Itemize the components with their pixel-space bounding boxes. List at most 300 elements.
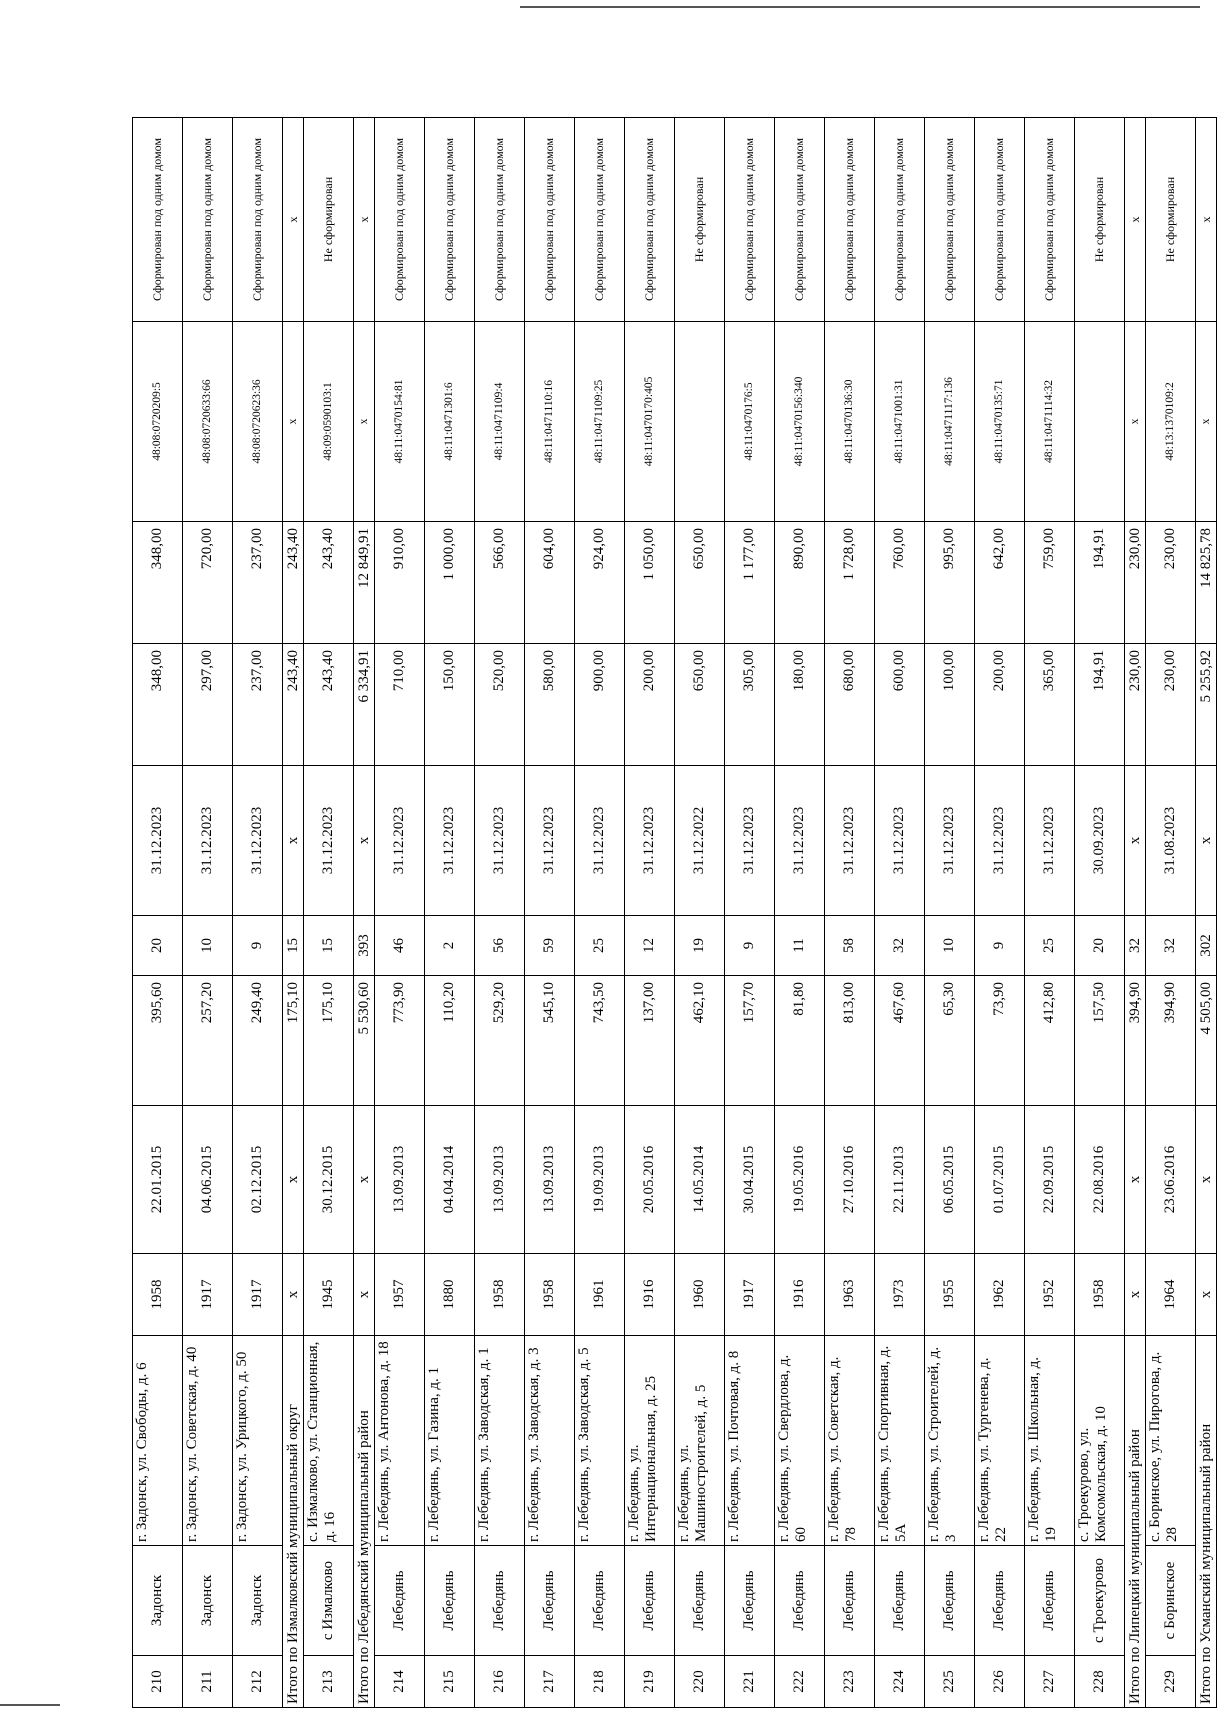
area-resettled-cell: 200,00 [975, 644, 1025, 766]
row-number-cell: 228 [1075, 1656, 1125, 1708]
recognition-date-cell: х [1125, 1106, 1146, 1254]
resettlement-deadline-cell: 31.12.2023 [575, 766, 625, 916]
area-total-cell: 1 000,00 [425, 522, 475, 644]
land-status-cell: Сформирован под одним домом [875, 118, 925, 322]
row-number-cell: 225 [925, 1656, 975, 1708]
area-resettled-cell: 710,00 [375, 644, 425, 766]
settlement-cell: Лебедянь [475, 1546, 525, 1656]
year-built-cell: 1945 [304, 1254, 354, 1336]
recognition-date-cell: 30.12.2015 [304, 1106, 354, 1254]
table-row [825, 118, 875, 1708]
residents-cell: 25 [1025, 916, 1075, 976]
area-resettled-cell: 6 334,91 [354, 644, 375, 766]
year-built-cell: 1958 [133, 1254, 183, 1336]
settlement-cell: с Троекурово [1075, 1546, 1125, 1656]
recognition-date-cell: 19.09.2013 [575, 1106, 625, 1254]
recognition-date-cell: 14.05.2014 [675, 1106, 725, 1254]
area-cell: 175,10 [304, 976, 354, 1106]
settlement-cell: Задонск [183, 1546, 233, 1656]
residents-cell: 10 [183, 916, 233, 976]
area-cell: 4 505,00 [1196, 976, 1217, 1106]
settlement-cell: Лебедянь [925, 1546, 975, 1656]
year-built-cell: 1952 [1025, 1254, 1075, 1336]
year-built-cell: 1961 [575, 1254, 625, 1336]
area-total-cell: 1 177,00 [725, 522, 775, 644]
recognition-date-cell: х [354, 1106, 375, 1254]
land-status-cell: Не сформирован [1075, 118, 1125, 322]
area-total-cell: 1 728,00 [825, 522, 875, 644]
residents-cell: 9 [975, 916, 1025, 976]
land-status-cell: х [1196, 118, 1217, 322]
year-built-cell: 1958 [1075, 1254, 1125, 1336]
recognition-date-cell: 06.05.2015 [925, 1106, 975, 1254]
row-number-cell: 213 [304, 1656, 354, 1708]
recognition-date-cell: 13.09.2013 [525, 1106, 575, 1254]
residents-cell: 12 [625, 916, 675, 976]
subtotal-row [1125, 118, 1146, 1708]
area-cell: 462,10 [675, 976, 725, 1106]
residents-cell: 2 [425, 916, 475, 976]
table-body [133, 118, 1217, 1708]
resettlement-deadline-cell: 31.12.2023 [775, 766, 825, 916]
year-built-cell: 1917 [725, 1254, 775, 1336]
year-built-cell: х [1196, 1254, 1217, 1336]
area-total-cell: 194,91 [1075, 522, 1125, 644]
cadastral-number-cell [675, 322, 725, 522]
area-resettled-cell: 520,00 [475, 644, 525, 766]
land-status-cell: Сформирован под одним домом [1025, 118, 1075, 322]
year-built-cell: 1917 [183, 1254, 233, 1336]
address-cell: г. Лебедянь, ул. Школьная, д. 19 [1025, 1336, 1075, 1546]
area-resettled-cell: 194,91 [1075, 644, 1125, 766]
area-resettled-cell: 680,00 [825, 644, 875, 766]
settlement-cell: Лебедянь [525, 1546, 575, 1656]
area-resettled-cell: 305,00 [725, 644, 775, 766]
year-built-cell: 1960 [675, 1254, 725, 1336]
cadastral-number-cell: 48:11:0471109:25 [575, 322, 625, 522]
area-cell: 249,40 [233, 976, 283, 1106]
area-resettled-cell: 365,00 [1025, 644, 1075, 766]
cadastral-number-cell: 48:11:0470176:5 [725, 322, 775, 522]
land-status-cell: Сформирован под одним домом [825, 118, 875, 322]
area-cell: 394,90 [1125, 976, 1146, 1106]
cadastral-number-cell [1075, 322, 1125, 522]
resettlement-deadline-cell: х [1196, 766, 1217, 916]
recognition-date-cell: 27.10.2016 [825, 1106, 875, 1254]
residents-cell: 59 [525, 916, 575, 976]
cadastral-number-cell: 48:11:0471110:16 [525, 322, 575, 522]
area-resettled-cell: 243,40 [283, 644, 304, 766]
area-resettled-cell: 237,00 [233, 644, 283, 766]
area-cell: 137,00 [625, 976, 675, 1106]
table-row [425, 118, 475, 1708]
area-resettled-cell: 900,00 [575, 644, 625, 766]
subtotal-label: Итого по Измалковский муниципальный округ [283, 1336, 304, 1708]
recognition-date-cell: 04.04.2014 [425, 1106, 475, 1254]
table-row [575, 118, 625, 1708]
row-number-cell: 212 [233, 1656, 283, 1708]
address-cell: с. Измалково, ул. Станционная, д. 16 [304, 1336, 354, 1546]
cadastral-number-cell: 48:11:0470170:405 [625, 322, 675, 522]
table-row [775, 118, 825, 1708]
land-status-cell: х [1125, 118, 1146, 322]
cadastral-number-cell: 48:11:0471117:136 [925, 322, 975, 522]
housing-register-table [132, 117, 1217, 1708]
row-number-cell: 214 [375, 1656, 425, 1708]
recognition-date-cell: 22.09.2015 [1025, 1106, 1075, 1254]
land-status-cell: Сформирован под одним домом [425, 118, 475, 322]
resettlement-deadline-cell: 31.12.2023 [375, 766, 425, 916]
row-number-cell: 229 [1146, 1656, 1196, 1708]
resettlement-deadline-cell: 31.12.2023 [625, 766, 675, 916]
row-number-cell: 218 [575, 1656, 625, 1708]
cadastral-number-cell: х [1125, 322, 1146, 522]
table-row [675, 118, 725, 1708]
row-number-cell: 224 [875, 1656, 925, 1708]
address-cell: г. Лебедянь, ул. Машиностроителей, д. 5 [675, 1336, 725, 1546]
recognition-date-cell: 01.07.2015 [975, 1106, 1025, 1254]
area-cell: 412,80 [1025, 976, 1075, 1106]
recognition-date-cell: 13.09.2013 [475, 1106, 525, 1254]
area-cell: 813,00 [825, 976, 875, 1106]
land-status-cell: х [283, 118, 304, 322]
area-cell: 157,50 [1075, 976, 1125, 1106]
area-resettled-cell: 230,00 [1146, 644, 1196, 766]
row-number-cell: 210 [133, 1656, 183, 1708]
table-row [375, 118, 425, 1708]
area-total-cell: 14 825,78 [1196, 522, 1217, 644]
settlement-cell: Лебедянь [725, 1546, 775, 1656]
address-cell: г. Лебедянь, ул. Антонова, д. 18 [375, 1336, 425, 1546]
cadastral-number-cell: 48:08:0720209:5 [133, 322, 183, 522]
area-cell: 773,90 [375, 976, 425, 1106]
area-cell: 545,10 [525, 976, 575, 1106]
area-total-cell: 650,00 [675, 522, 725, 644]
land-status-cell: Сформирован под одним домом [975, 118, 1025, 322]
area-total-cell: 760,00 [875, 522, 925, 644]
address-cell: г. Лебедянь, ул. Заводская, д. 1 [475, 1336, 525, 1546]
table-row [304, 118, 354, 1708]
year-built-cell: 1964 [1146, 1254, 1196, 1336]
address-cell: г. Лебедянь, ул. Спортивная, д. 5А [875, 1336, 925, 1546]
area-total-cell: 1 050,00 [625, 522, 675, 644]
settlement-cell: Задонск [133, 1546, 183, 1656]
land-status-cell: Не сформирован [1146, 118, 1196, 322]
area-resettled-cell: 348,00 [133, 644, 183, 766]
residents-cell: 32 [1146, 916, 1196, 976]
recognition-date-cell: 23.06.2016 [1146, 1106, 1196, 1254]
address-cell: г. Лебедянь, ул. Почтовая, д. 8 [725, 1336, 775, 1546]
area-total-cell: 230,00 [1146, 522, 1196, 644]
row-number-cell: 219 [625, 1656, 675, 1708]
residents-cell: 15 [304, 916, 354, 976]
area-cell: 110,20 [425, 976, 475, 1106]
year-built-cell: 1958 [525, 1254, 575, 1336]
land-status-cell: Сформирован под одним домом [233, 118, 283, 322]
residents-cell: 58 [825, 916, 875, 976]
table-row [475, 118, 525, 1708]
area-total-cell: 995,00 [925, 522, 975, 644]
row-number-cell: 220 [675, 1656, 725, 1708]
area-total-cell: 230,00 [1125, 522, 1146, 644]
cadastral-number-cell: 48:11:0471114:32 [1025, 322, 1075, 522]
table-row [1146, 118, 1196, 1708]
resettlement-deadline-cell: 31.12.2023 [825, 766, 875, 916]
area-resettled-cell: 150,00 [425, 644, 475, 766]
residents-cell: 56 [475, 916, 525, 976]
residents-cell: 11 [775, 916, 825, 976]
resettlement-deadline-cell: 31.12.2023 [304, 766, 354, 916]
area-cell: 743,50 [575, 976, 625, 1106]
address-cell: г. Лебедянь, ул. Заводская, д. 5 [575, 1336, 625, 1546]
area-total-cell: 566,00 [475, 522, 525, 644]
subtotal-row [283, 118, 304, 1708]
row-number-cell: 216 [475, 1656, 525, 1708]
table-row [925, 118, 975, 1708]
settlement-cell: Лебедянь [375, 1546, 425, 1656]
recognition-date-cell: 30.04.2015 [725, 1106, 775, 1254]
year-built-cell: 1957 [375, 1254, 425, 1336]
address-cell: с. Троекурово, ул. Комсомольская, д. 10 [1075, 1336, 1125, 1546]
recognition-date-cell: 04.06.2015 [183, 1106, 233, 1254]
cadastral-number-cell: 48:08:0720633:66 [183, 322, 233, 522]
land-status-cell: Не сформирован [304, 118, 354, 322]
resettlement-deadline-cell: 31.12.2023 [133, 766, 183, 916]
land-status-cell: Сформирован под одним домом [925, 118, 975, 322]
settlement-cell: Лебедянь [825, 1546, 875, 1656]
land-status-cell: Сформирован под одним домом [183, 118, 233, 322]
residents-cell: 393 [354, 916, 375, 976]
cadastral-number-cell: 48:11:0470135:71 [975, 322, 1025, 522]
resettlement-deadline-cell: 31.12.2022 [675, 766, 725, 916]
area-resettled-cell: 5 255,92 [1196, 644, 1217, 766]
table-row [1025, 118, 1075, 1708]
settlement-cell: с Измалково [304, 1546, 354, 1656]
area-total-cell: 243,40 [304, 522, 354, 644]
area-cell: 529,20 [475, 976, 525, 1106]
year-built-cell: 1916 [625, 1254, 675, 1336]
area-cell: 257,20 [183, 976, 233, 1106]
year-built-cell: 1955 [925, 1254, 975, 1336]
area-cell: 81,80 [775, 976, 825, 1106]
address-cell: г. Лебедянь, ул. Тургенева, д. 22 [975, 1336, 1025, 1546]
area-resettled-cell: 243,40 [304, 644, 354, 766]
row-number-cell: 222 [775, 1656, 825, 1708]
cadastral-number-cell: х [283, 322, 304, 522]
address-cell: с. Боринское, ул. Пирогова, д. 28 [1146, 1336, 1196, 1546]
resettlement-deadline-cell: 31.12.2023 [725, 766, 775, 916]
residents-cell: 19 [675, 916, 725, 976]
cadastral-number-cell: х [354, 322, 375, 522]
recognition-date-cell: 22.01.2015 [133, 1106, 183, 1254]
area-total-cell: 890,00 [775, 522, 825, 644]
residents-cell: 9 [725, 916, 775, 976]
area-cell: 5 530,60 [354, 976, 375, 1106]
area-total-cell: 759,00 [1025, 522, 1075, 644]
table-row [233, 118, 283, 1708]
table-row [625, 118, 675, 1708]
area-total-cell: 642,00 [975, 522, 1025, 644]
residents-cell: 20 [133, 916, 183, 976]
recognition-date-cell: х [1196, 1106, 1217, 1254]
recognition-date-cell: 13.09.2013 [375, 1106, 425, 1254]
area-cell: 395,60 [133, 976, 183, 1106]
recognition-date-cell: 20.05.2016 [625, 1106, 675, 1254]
scan-edge-top [520, 6, 1200, 8]
cadastral-number-cell: 48:11:0470154:81 [375, 322, 425, 522]
recognition-date-cell: х [283, 1106, 304, 1254]
resettlement-deadline-cell: х [283, 766, 304, 916]
rotated-table-sheet [132, 118, 1214, 1708]
year-built-cell: 1962 [975, 1254, 1025, 1336]
address-cell: г. Лебедянь, ул. Советская, д. 78 [825, 1336, 875, 1546]
cadastral-number-cell: 48:13:1370109:2 [1146, 322, 1196, 522]
area-total-cell: 243,40 [283, 522, 304, 644]
address-cell: г. Задонск, ул. Советская, д. 40 [183, 1336, 233, 1546]
year-built-cell: 1916 [775, 1254, 825, 1336]
area-resettled-cell: 297,00 [183, 644, 233, 766]
cadastral-number-cell: 48:11:0470136:30 [825, 322, 875, 522]
resettlement-deadline-cell: 31.12.2023 [925, 766, 975, 916]
resettlement-deadline-cell: 31.12.2023 [233, 766, 283, 916]
resettlement-deadline-cell: 31.12.2023 [183, 766, 233, 916]
area-total-cell: 720,00 [183, 522, 233, 644]
cadastral-number-cell: 48:11:0471001:31 [875, 322, 925, 522]
cadastral-number-cell: 48:08:0720623:36 [233, 322, 283, 522]
table-row [133, 118, 183, 1708]
resettlement-deadline-cell: 30.09.2023 [1075, 766, 1125, 916]
land-status-cell: Не сформирован [675, 118, 725, 322]
residents-cell: 25 [575, 916, 625, 976]
area-total-cell: 12 849,91 [354, 522, 375, 644]
settlement-cell: Лебедянь [775, 1546, 825, 1656]
cadastral-number-cell: х [1196, 322, 1217, 522]
subtotal-label: Итого по Лебедянский муниципальный район [354, 1336, 375, 1708]
area-cell: 65,30 [925, 976, 975, 1106]
subtotal-row [354, 118, 375, 1708]
residents-cell: 32 [1125, 916, 1146, 976]
table-row [525, 118, 575, 1708]
table-row [875, 118, 925, 1708]
row-number-cell: 226 [975, 1656, 1025, 1708]
resettlement-deadline-cell: 31.12.2023 [475, 766, 525, 916]
settlement-cell: Лебедянь [675, 1546, 725, 1656]
resettlement-deadline-cell: 31.12.2023 [425, 766, 475, 916]
settlement-cell: Лебедянь [875, 1546, 925, 1656]
row-number-cell: 227 [1025, 1656, 1075, 1708]
resettlement-deadline-cell: х [1125, 766, 1146, 916]
area-total-cell: 348,00 [133, 522, 183, 644]
settlement-cell: Лебедянь [975, 1546, 1025, 1656]
residents-cell: 46 [375, 916, 425, 976]
year-built-cell: 1880 [425, 1254, 475, 1336]
table-row [183, 118, 233, 1708]
residents-cell: 9 [233, 916, 283, 976]
year-built-cell: х [1125, 1254, 1146, 1336]
recognition-date-cell: 19.05.2016 [775, 1106, 825, 1254]
recognition-date-cell: 22.08.2016 [1075, 1106, 1125, 1254]
area-resettled-cell: 100,00 [925, 644, 975, 766]
settlement-cell: Лебедянь [425, 1546, 475, 1656]
scan-edge-bottom [0, 1704, 60, 1706]
area-cell: 157,70 [725, 976, 775, 1106]
resettlement-deadline-cell: 31.12.2023 [525, 766, 575, 916]
subtotal-row [1196, 118, 1217, 1708]
area-total-cell: 237,00 [233, 522, 283, 644]
settlement-cell: с Боринское [1146, 1546, 1196, 1656]
table-row [1075, 118, 1125, 1708]
land-status-cell: Сформирован под одним домом [725, 118, 775, 322]
cadastral-number-cell: 48:11:0471109:4 [475, 322, 525, 522]
row-number-cell: 217 [525, 1656, 575, 1708]
residents-cell: 302 [1196, 916, 1217, 976]
year-built-cell: 1958 [475, 1254, 525, 1336]
subtotal-label: Итого по Липецкий муниципальный район [1125, 1336, 1146, 1708]
cadastral-number-cell: 48:11:0471301:6 [425, 322, 475, 522]
recognition-date-cell: 22.11.2013 [875, 1106, 925, 1254]
address-cell: г. Лебедянь, ул. Строителей, д. 3 [925, 1336, 975, 1546]
area-cell: 394,90 [1146, 976, 1196, 1106]
table-row [975, 118, 1025, 1708]
area-resettled-cell: 180,00 [775, 644, 825, 766]
subtotal-label: Итого по Усманский муниципальный район [1196, 1336, 1217, 1708]
address-cell: г. Лебедянь, ул. Газина, д. 1 [425, 1336, 475, 1546]
row-number-cell: 223 [825, 1656, 875, 1708]
address-cell: г. Лебедянь, ул. Интернациональная, д. 25 [625, 1336, 675, 1546]
area-cell: 175,10 [283, 976, 304, 1106]
area-resettled-cell: 230,00 [1125, 644, 1146, 766]
cadastral-number-cell: 48:11:0470156:340 [775, 322, 825, 522]
land-status-cell: Сформирован под одним домом [625, 118, 675, 322]
area-cell: 467,60 [875, 976, 925, 1106]
land-status-cell: Сформирован под одним домом [475, 118, 525, 322]
recognition-date-cell: 02.12.2015 [233, 1106, 283, 1254]
land-status-cell: Сформирован под одним домом [375, 118, 425, 322]
table-row [725, 118, 775, 1708]
settlement-cell: Задонск [233, 1546, 283, 1656]
residents-cell: 15 [283, 916, 304, 976]
area-resettled-cell: 600,00 [875, 644, 925, 766]
year-built-cell: х [283, 1254, 304, 1336]
area-total-cell: 604,00 [525, 522, 575, 644]
residents-cell: 20 [1075, 916, 1125, 976]
resettlement-deadline-cell: 31.08.2023 [1146, 766, 1196, 916]
area-resettled-cell: 650,00 [675, 644, 725, 766]
land-status-cell: Сформирован под одним домом [133, 118, 183, 322]
land-status-cell: Сформирован под одним домом [525, 118, 575, 322]
area-total-cell: 924,00 [575, 522, 625, 644]
year-built-cell: 1973 [875, 1254, 925, 1336]
row-number-cell: 215 [425, 1656, 475, 1708]
address-cell: г. Задонск, ул. Свободы, д. 6 [133, 1336, 183, 1546]
address-cell: г. Задонск, ул. Урицкого, д. 50 [233, 1336, 283, 1546]
area-cell: 73,90 [975, 976, 1025, 1106]
settlement-cell: Лебедянь [625, 1546, 675, 1656]
year-built-cell: 1917 [233, 1254, 283, 1336]
address-cell: г. Лебедянь, ул. Свердлова, д. 60 [775, 1336, 825, 1546]
area-total-cell: 910,00 [375, 522, 425, 644]
row-number-cell: 221 [725, 1656, 775, 1708]
row-number-cell: 211 [183, 1656, 233, 1708]
year-built-cell: 1963 [825, 1254, 875, 1336]
resettlement-deadline-cell: х [354, 766, 375, 916]
cadastral-number-cell: 48:09:0590103:1 [304, 322, 354, 522]
resettlement-deadline-cell: 31.12.2023 [1025, 766, 1075, 916]
area-resettled-cell: 200,00 [625, 644, 675, 766]
land-status-cell: х [354, 118, 375, 322]
year-built-cell: х [354, 1254, 375, 1336]
resettlement-deadline-cell: 31.12.2023 [875, 766, 925, 916]
